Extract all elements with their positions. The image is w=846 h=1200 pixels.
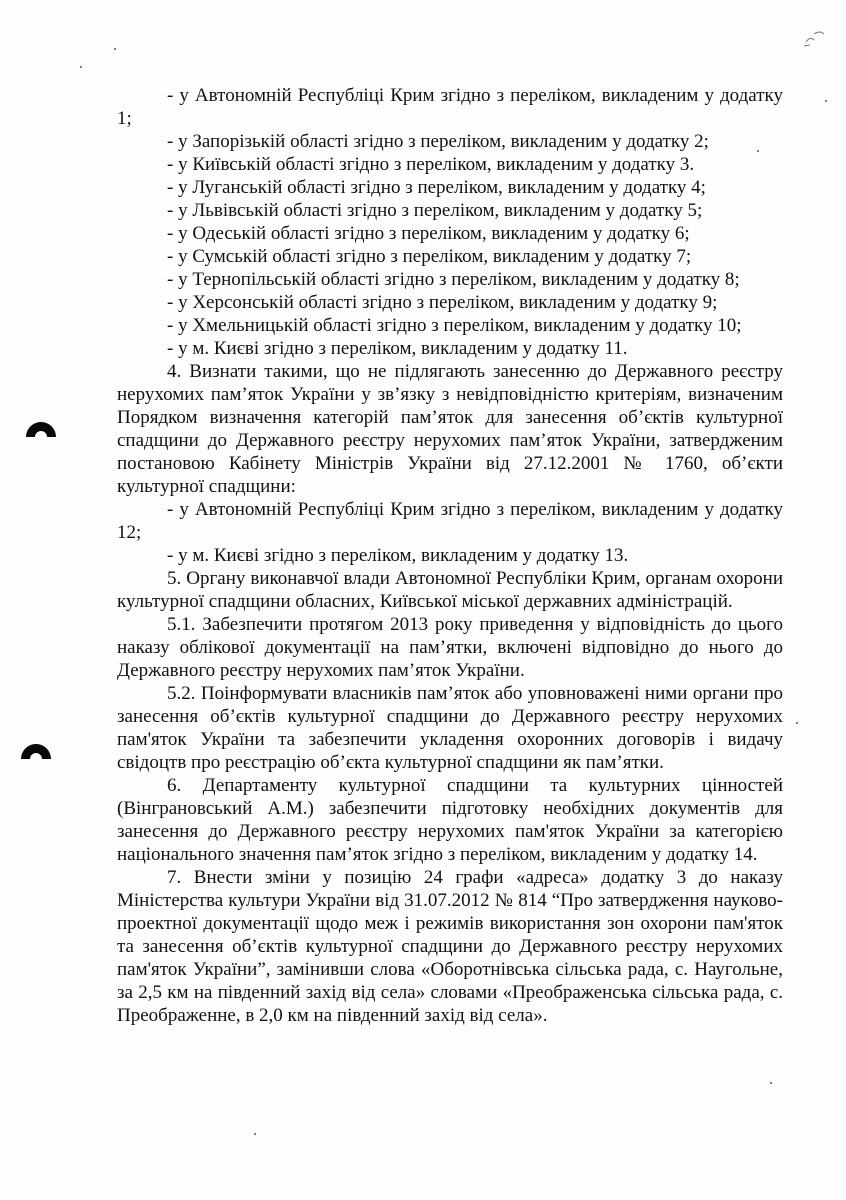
list-item: - у Київській області згідно з переліком, викладеним у додатку 3. xyxy=(167,154,695,175)
scan-speck xyxy=(825,100,827,102)
list-item: - у Львівській області згідно з переліком, викладеним у додатку 5; xyxy=(167,200,703,221)
clause-6: 6. Департаменту культурної спадщини та культурних цінностей (Вінграновський А.М.) забезпечити підготовку необхідних документів для занесення до Державного реєстру нерухомих пам'яток України за категорією національного значення пам’яток згідно з переліком, викладеним у додатку 14. xyxy=(117,775,783,865)
clause-7: 7. Внести зміни у позицію 24 графи «адреса» додатку 3 до наказу Міністерства культури України від 31.07.2012 № 814 “Про затвердження науково-проектної документації щодо меж і режимів використання зон охорони пам'яток та занесення об’єктів культурної спадщини до Державного реєстру нерухомих пам'яток України”, замінивши слова «Оборотнівська сільська рада, с. Наугольне, за 2,5 км на південний захід від села» словами «Преображенська сільська рада, с. Преображенне, в 2,0 км на південний захід від села». xyxy=(117,867,783,1026)
clause-4: 4. Визнати такими, що не підлягають занесенню до Державного реєстру нерухомих пам’яток України у зв’язку з невідповідністю критеріям, визначеним Порядком визначення категорій пам’яток для занесення об’єктів культурної спадщини до Державного реєстру нерухомих пам’яток України, затвердженим постановою Кабінету Міністрів України від 27.12.2001 № 1760, об’єкти культурної спадщини: xyxy=(117,361,783,497)
list-item: - у Луганській області згідно з переліком, викладеним у додатку 4; xyxy=(167,177,706,198)
scan-speck xyxy=(254,1133,256,1135)
clause-5: 5. Органу виконавчої влади Автономної Республіки Крим, органам охорони культурної спадщини обласних, Київської міської державних адміністрацій. xyxy=(117,568,783,612)
clause-5-1: 5.1. Забезпечити протягом 2013 року приведення у відповідність до цього наказу облікової документації на пам’ятки, включені відповідно до нього до Державного реєстру нерухомих пам’яток України. xyxy=(117,614,783,681)
list-item: - у Автономній Республіці Крим згідно з переліком, викладеним у додатку 1; xyxy=(117,85,783,129)
scan-speck xyxy=(770,1082,772,1084)
list-item: - у Одеській області згідно з переліком, викладеним у додатку 6; xyxy=(167,223,690,244)
list-item: - у Херсонській області згідно з переліком, викладеним у додатку 9; xyxy=(167,292,718,313)
list-item: - у м. Києві згідно з переліком, викладеним у додатку 11. xyxy=(167,338,628,359)
list-item: - у Запорізькій області згідно з переліком, викладеним у додатку 2; xyxy=(167,131,709,152)
list-item: - у м. Києві згідно з переліком, викладеним у додатку 13. xyxy=(167,545,629,566)
punch-hole-top xyxy=(26,422,56,437)
clause-5-2: 5.2. Поінформувати власників пам’яток або уповноважені ними органи про занесення об’єктів культурної спадщини до Державного реєстру нерухомих пам'яток України та забезпечити укладення охоронних договорів і видачу свідоцтв про реєстрацію об’єкта культурної спадщини як пам’ятки. xyxy=(117,683,783,773)
scan-speck xyxy=(80,66,82,68)
handwritten-mark xyxy=(800,28,830,48)
scan-speck xyxy=(114,48,116,50)
list-item: - у Хмельницькій області згідно з переліком, викладеним у додатку 10; xyxy=(167,315,742,336)
punch-hole-bottom xyxy=(21,744,51,759)
scan-speck xyxy=(796,722,798,724)
list-item: - у Тернопільській області згідно з переліком, викладеним у додатку 8; xyxy=(167,269,740,290)
list-item: - у Сумській області згідно з переліком, викладеним у додатку 7; xyxy=(167,246,692,267)
list-item: - у Автономній Республіці Крим згідно з переліком, викладеним у додатку 12; xyxy=(117,499,783,543)
document-body xyxy=(117,84,783,1027)
